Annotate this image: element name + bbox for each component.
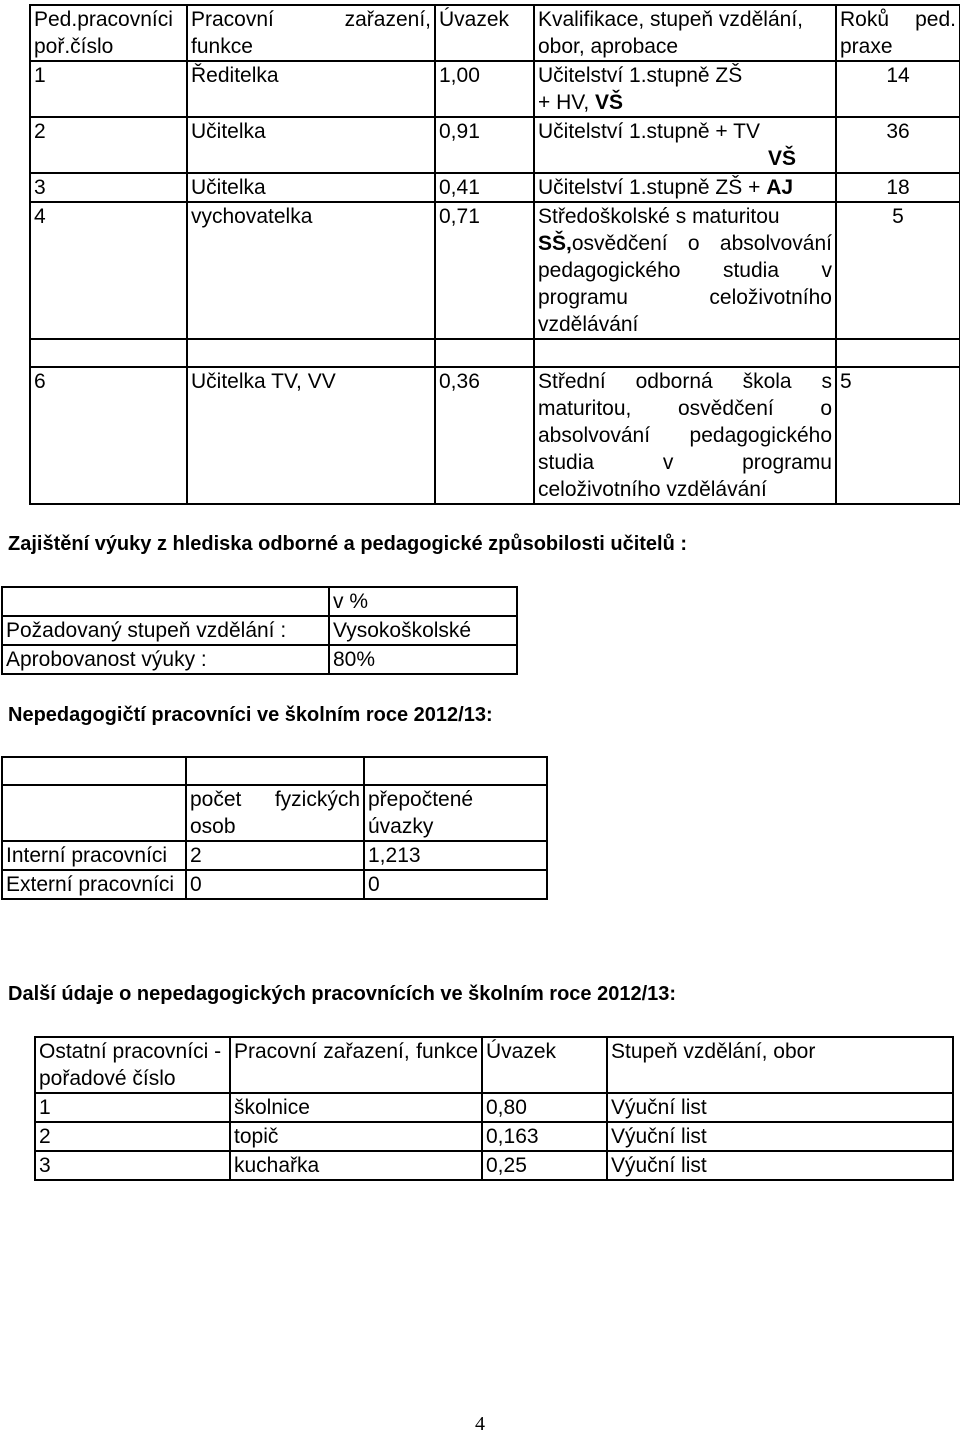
table-cell: topič [230,1122,482,1151]
staff-table [29,4,960,505]
table-cell [836,339,960,367]
table-cell [534,173,836,202]
table-cell: 0,80 [482,1093,607,1122]
table-cell: Ředitelka [187,61,435,117]
section-heading: Nepedagogičtí pracovníci ve školním roce 2012/13: [8,704,493,726]
table-cell: školnice [230,1093,482,1122]
table-cell: 0,163 [482,1122,607,1151]
table-cell: Výuční list [607,1151,953,1180]
table-cell: 0,71 [435,202,534,339]
column-header: Pracovní zařazení, funkce [230,1037,482,1093]
table-cell [534,202,836,339]
table-row [30,61,960,117]
table-cell [534,117,836,173]
table-cell: 80% [329,645,517,674]
table-row [2,616,517,645]
table-cell [534,339,836,367]
table-row [30,367,960,504]
qualification-extra: + HV, [538,91,596,114]
table-cell: Učitelka [187,173,435,202]
column-header: Ostatní pracovníci - pořadové číslo [35,1037,230,1093]
qualification-level: VŠ [767,147,796,170]
nonpedagogical-table [1,756,548,900]
table-row [2,841,547,870]
table-cell: vychovatelka [187,202,435,339]
qualification-text: Učitelství 1.stupně ZŠ [538,64,743,87]
qualification-level: AJ [766,176,794,199]
qualification-text: Učitelství 1.stupně + TV [538,120,760,143]
table-row [30,202,960,339]
table-header-row [35,1037,953,1093]
column-header: Ped.pracovníci poř.číslo [30,5,187,61]
table-cell [186,757,364,785]
table-cell: 5 [836,367,960,504]
table-cell [2,757,186,785]
table-cell: 1 [35,1093,230,1122]
table-row-empty [30,339,960,367]
table-cell: 36 [836,117,960,173]
table-cell: 14 [836,61,960,117]
table-cell: Vysokoškolské [329,616,517,645]
table-cell: Aprobovanost výuky : [2,645,329,674]
table-row [35,1122,953,1151]
column-header: Úvazek [482,1037,607,1093]
table-cell: 0,91 [435,117,534,173]
section-heading: Zajištění výuky z hlediska odborné a pedagogické způsobilosti učitelů : [8,533,688,555]
page-number: 4 [475,1413,485,1435]
table-cell: 18 [836,173,960,202]
qualification-text: Učitelství 1.stupně ZŠ + [538,176,767,199]
unit-label: v % [329,587,517,616]
table-row [2,645,517,674]
qualification-extra: osvědčení o absolvování pedagogického studia v programu celoživotního vzdělávání [538,232,832,336]
column-header: Roků ped. praxe [836,5,960,61]
table-cell: Výuční list [607,1122,953,1151]
table-row [2,587,517,616]
qualification-table [1,586,518,675]
table-cell: Interní pracovníci [2,841,186,870]
table-cell: kuchařka [230,1151,482,1180]
column-header: počet fyzických osob [186,785,364,841]
table-cell: Externí pracovníci [2,870,186,899]
table-row [2,870,547,899]
column-header: Stupeň vzdělání, obor [607,1037,953,1093]
table-cell: Učitelka [187,117,435,173]
table-cell: 0,25 [482,1151,607,1180]
table-cell: 0,36 [435,367,534,504]
table-cell: 1,00 [435,61,534,117]
table-cell: 2 [35,1122,230,1151]
table-cell: Střední odborná škola s maturitou, osvědčení o absolvování pedagogického studia v programu celoživotního vzdělávání [534,367,836,504]
table-cell [187,339,435,367]
table-cell: 3 [30,173,187,202]
other-staff-table [34,1036,954,1181]
table-cell [2,785,186,841]
column-header: přepočtené úvazky [364,785,547,841]
table-cell: 0,41 [435,173,534,202]
qualification-level: VŠ [595,91,624,114]
table-cell [2,587,329,616]
column-header: Pracovní zařazení, funkce [187,5,435,61]
table-cell: 5 [836,202,960,339]
table-cell [534,61,836,117]
table-cell: 1 [30,61,187,117]
qualification-text: Středoškolské s maturitou [538,205,780,228]
table-cell [364,757,547,785]
table-cell: 4 [30,202,187,339]
table-cell: 6 [30,367,187,504]
table-cell: 3 [35,1151,230,1180]
table-header-row [2,785,547,841]
table-row [35,1151,953,1180]
table-cell: 0 [364,870,547,899]
table-cell: Požadovaný stupeň vzdělání : [2,616,329,645]
table-cell [435,339,534,367]
table-cell [30,339,187,367]
table-cell: Učitelka TV, VV [187,367,435,504]
table-cell: 2 [30,117,187,173]
table-cell: 1,213 [364,841,547,870]
section-heading: Další údaje o nepedagogických pracovnících ve školním roce 2012/13: [8,983,677,1005]
column-header: Kvalifikace, stupeň vzdělání, obor, aprobace [534,5,836,61]
table-cell: 0 [186,870,364,899]
table-row [30,173,960,202]
table-cell: Výuční list [607,1093,953,1122]
table-header-row [30,5,960,61]
table-cell: 2 [186,841,364,870]
table-row [35,1093,953,1122]
qualification-level: SŠ, [538,232,572,255]
table-row-empty [2,757,547,785]
column-header: Úvazek [435,5,534,61]
table-row [30,117,960,173]
